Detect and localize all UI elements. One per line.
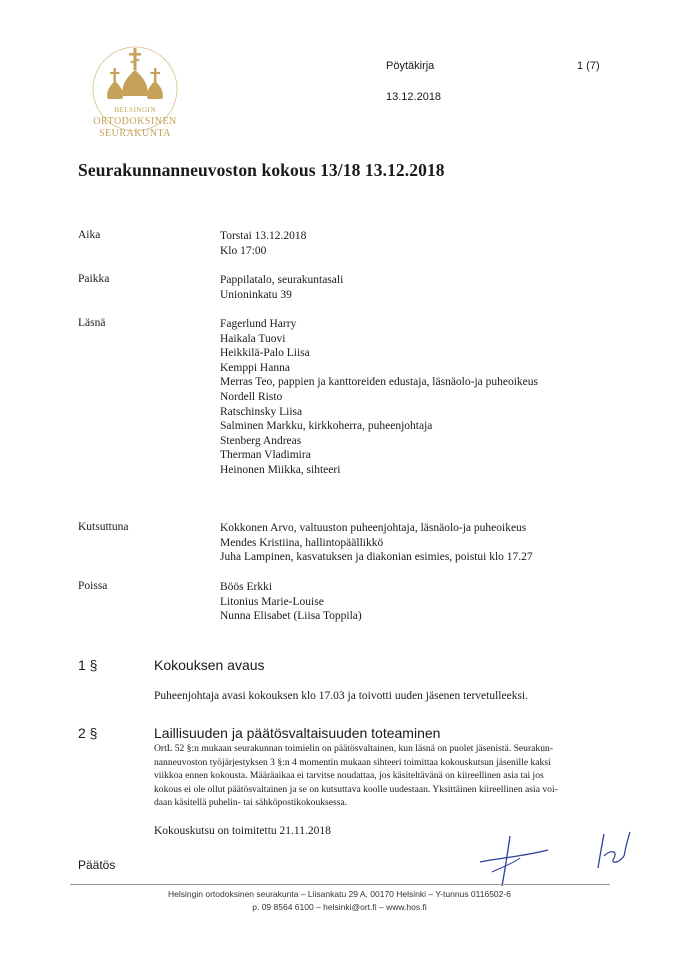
poissa-list — [220, 580, 362, 624]
logo-text-line2: ORTODOKSINEN — [93, 116, 177, 127]
document-type: Pöytäkirja — [386, 60, 435, 72]
aika-line: Torstai 13.12.2018 — [220, 230, 307, 242]
paikka-line: Pappilatalo, seurakuntasali — [220, 274, 344, 286]
kutsuttuna-list — [220, 521, 533, 565]
section-number: 1 § — [78, 657, 98, 673]
label-lasna: Läsnä — [78, 317, 106, 329]
aika-line: Klo 17:00 — [220, 244, 267, 257]
attendee: Kemppi Hanna — [220, 361, 290, 374]
paragraph-line: daan käsitellä puhelin- tai sähköpostikokouksessa. — [154, 797, 348, 809]
attendee: Heinonen Miikka, sihteeri — [220, 463, 341, 476]
page-number: 1 (7) — [577, 60, 600, 72]
footer-divider — [70, 884, 610, 885]
section-number: 2 § — [78, 725, 98, 741]
paragraph-line: kokous ei ole ollut päätösvaltainen ja se on kutsuttava koolle uudestaan. Yksittäinen kiireellinen asia voi- — [154, 783, 558, 795]
aika-values — [220, 229, 306, 258]
paragraph-line: OrtL 52 §:n mukaan seurakunnan toimielin on päätösvaltainen, kun läsnä on puolet jäsenistä. Seurakun- — [154, 743, 554, 754]
attendee: Merras Teo, pappien ja kanttoreiden edustaja, läsnäolo-ja puheoikeus — [220, 376, 539, 389]
section-paragraph — [154, 742, 594, 810]
handwritten-initials-icon — [588, 828, 638, 872]
label-poissa: Poissa — [78, 580, 108, 592]
attendee: Fagerlund Harry — [220, 318, 297, 330]
paatos-label: Päätös — [78, 858, 116, 872]
absentee: Litonius Marie-Louise — [220, 595, 324, 608]
attendee: Ratschinsky Liisa — [220, 405, 303, 418]
paragraph-line: viikkoa ennen kokousta. Määräaikaa ei tarvitse noudattaa, jos käsiteltävänä on kiireellinen asia tai jos — [154, 770, 544, 782]
invitee: Juha Lampinen, kasvatuksen ja diakonian esimies, poistui klo 17.27 — [220, 551, 533, 564]
header-date: 13.12.2018 — [386, 91, 442, 103]
footer-contact: p. 09 8564 6100 – helsinki@ort.fi – www.hos.fi — [252, 902, 427, 912]
paikka-line: Unioninkatu 39 — [220, 288, 292, 301]
lasna-list — [220, 317, 538, 478]
section-body: Puheenjohtaja avasi kokouksen klo 17.03 ja toivotti uuden jäsenen tervetulleeksi. — [154, 690, 528, 702]
church-logo-icon — [90, 46, 180, 156]
section-note: Kokouskutsu on toimitettu 21.11.2018 — [154, 825, 331, 837]
label-paikka: Paikka — [78, 273, 110, 285]
logo-text-line1: HELSINGIN — [114, 106, 156, 114]
attendee: Nordell Risto — [220, 390, 283, 403]
section-title: Kokouksen avaus — [154, 657, 265, 673]
attendee: Haikala Tuovi — [220, 332, 286, 345]
label-kutsuttuna: Kutsuttuna — [78, 521, 129, 533]
absentee: Böös Erkki — [220, 581, 273, 593]
absentee: Nunna Elisabet (Liisa Toppila) — [220, 610, 362, 623]
attendee: Stenberg Andreas — [220, 434, 302, 447]
invitee: Kokkonen Arvo, valtuuston puheenjohtaja, läsnäolo-ja puheoikeus — [220, 522, 527, 534]
paikka-values — [220, 273, 343, 302]
logo-text-line3: SEURAKUNTA — [99, 128, 171, 139]
section-title: Laillisuuden ja päätösvaltaisuuden toteaminen — [154, 725, 441, 741]
handwritten-signature-icon — [470, 828, 590, 890]
attendee: Salminen Markku, kirkkoherra, puheenjohtaja — [220, 420, 433, 433]
attendee: Heikkilä-Palo Liisa — [220, 347, 310, 360]
paragraph-line: nanneuvoston työjärjestyksen 3 §:n 4 momentin mukaan sihteeri toimittaa kokouskutsun jäsenille kaksi — [154, 756, 551, 768]
attendee: Therman Vladimira — [220, 449, 311, 462]
footer-address: Helsingin ortodoksinen seurakunta – Liisankatu 29 A, 00170 Helsinki – Y-tunnus 0116502-6 — [168, 889, 511, 899]
invitee: Mendes Kristiina, hallintopäällikkö — [220, 536, 384, 549]
document-title: Seurakunnanneuvoston kokous 13/18 13.12.2018 — [78, 160, 445, 180]
label-aika: Aika — [78, 229, 101, 241]
